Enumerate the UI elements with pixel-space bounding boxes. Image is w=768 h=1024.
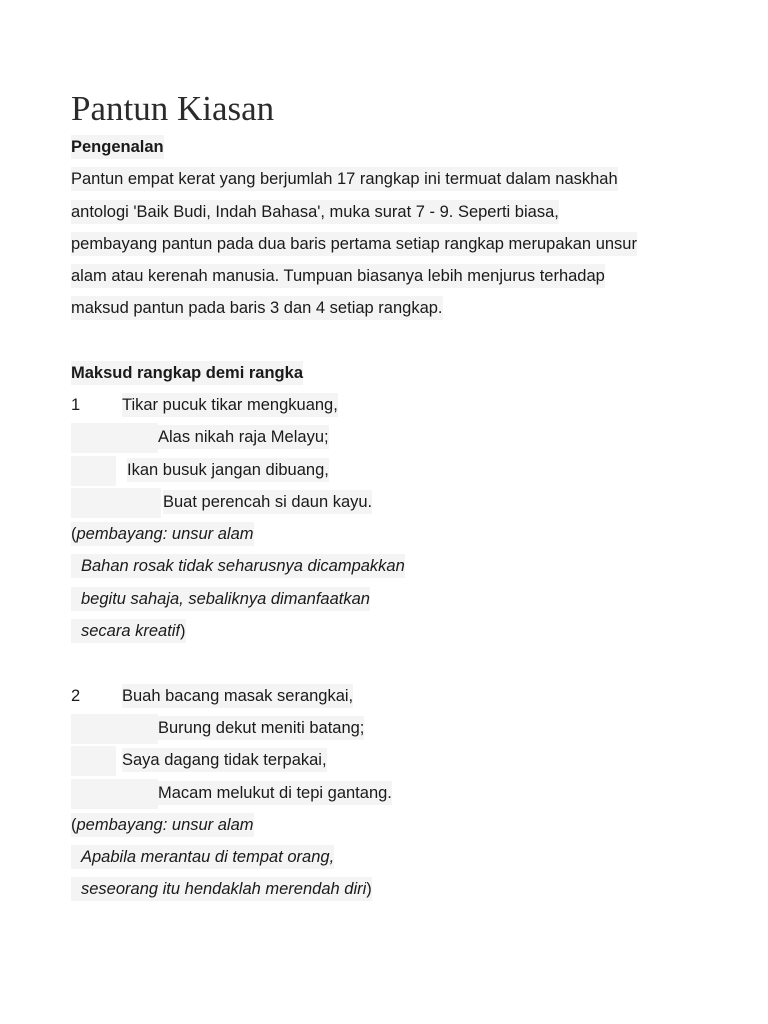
indent-cell xyxy=(71,714,116,744)
stanza-line: Burung dekut meniti batang; xyxy=(158,716,364,740)
indent-cell xyxy=(116,488,161,518)
note-line: begitu sahaja, sebaliknya dimanfaatkan xyxy=(71,583,370,615)
indent-cell xyxy=(71,746,116,776)
stanza-line-row xyxy=(71,454,329,486)
stanza-line-row xyxy=(71,777,392,809)
note-line: seseorang itu hendaklah merendah diri) xyxy=(71,873,372,905)
section-heading: Maksud rangkap demi rangka xyxy=(71,357,303,389)
indent-cell xyxy=(116,714,158,744)
stanza-line: Tikar pucuk tikar mengkuang, xyxy=(122,389,338,421)
stanza-line-row xyxy=(71,744,327,776)
intro-line: antologi 'Baik Budi, Indah Bahasa', muka surat 7 - 9. Seperti biasa, xyxy=(71,196,559,228)
note-line: (pembayang: unsur alam xyxy=(71,809,254,841)
indent-cell xyxy=(116,423,158,453)
stanza-line: Buah bacang masak serangkai, xyxy=(122,680,353,712)
note-line: (pembayang: unsur alam xyxy=(71,518,254,550)
stanza-line: Alas nikah raja Melayu; xyxy=(158,425,329,449)
stanza-number: 2 xyxy=(71,687,81,705)
intro-line: pembayang pantun pada dua baris pertama setiap rangkap merupakan unsur xyxy=(71,228,637,260)
intro-heading: Pengenalan xyxy=(71,131,164,163)
indent-cell xyxy=(71,779,116,809)
intro-line: maksud pantun pada baris 3 dan 4 setiap rangkap. xyxy=(71,292,443,324)
stanza-line: Saya dagang tidak terpakai, xyxy=(122,748,327,772)
note-line: Bahan rosak tidak seharusnya dicampakkan xyxy=(71,550,405,582)
note-line: Apabila merantau di tempat orang, xyxy=(71,841,334,873)
indent-cell xyxy=(71,456,116,486)
stanza-line-row xyxy=(71,712,364,744)
stanza-line: Buat perencah si daun kayu. xyxy=(163,490,372,514)
intro-line: alam atau kerenah manusia. Tumpuan biasanya lebih menjurus terhadap xyxy=(71,260,605,292)
indent-cell xyxy=(71,423,116,453)
document-title: Pantun Kiasan xyxy=(71,89,275,128)
stanza-number: 1 xyxy=(71,396,81,414)
stanza-line: Macam melukut di tepi gantang. xyxy=(158,781,392,805)
intro-line: Pantun empat kerat yang berjumlah 17 rangkap ini termuat dalam naskhah xyxy=(71,163,618,195)
indent-cell xyxy=(116,779,158,809)
note-line: secara kreatif) xyxy=(71,615,186,647)
indent-cell xyxy=(71,488,116,518)
stanza-line-row xyxy=(71,421,329,453)
stanza-line-row xyxy=(71,486,372,518)
stanza-line: Ikan busuk jangan dibuang, xyxy=(127,458,329,482)
